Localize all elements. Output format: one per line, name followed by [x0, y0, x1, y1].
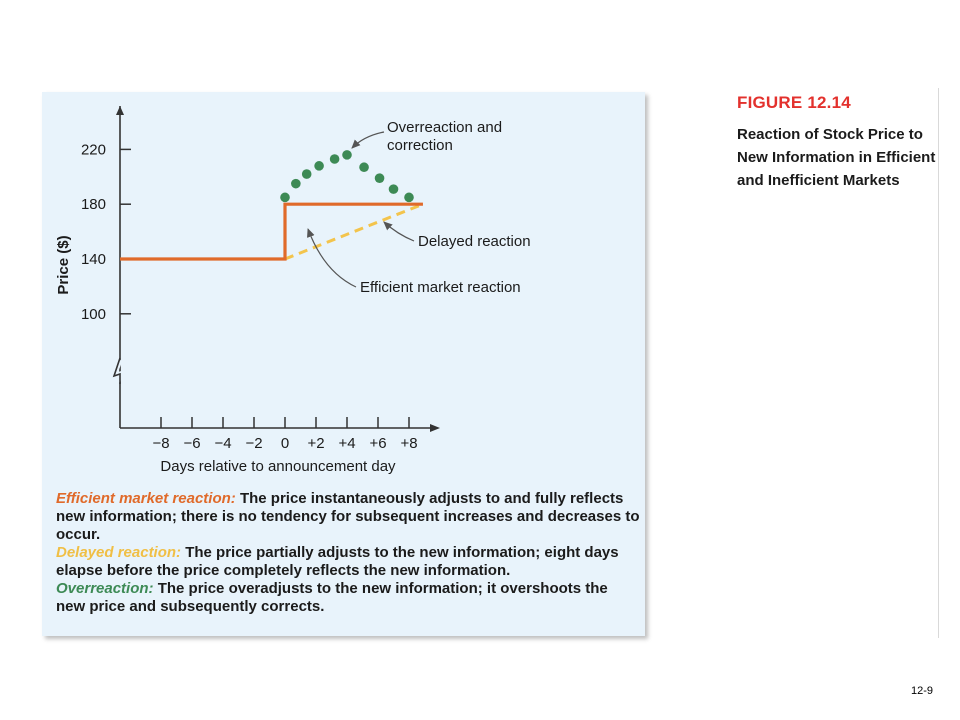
slide-number: 12-9 — [911, 685, 934, 697]
legend-efficient — [56, 490, 641, 544]
legend-text — [56, 490, 641, 616]
legend-delayed-text: The price partially adjusts to the new information; eight days elapse before the price completely reflects the new information. — [56, 544, 619, 579]
y-axis-arrowhead — [116, 106, 124, 115]
legend-delayed — [56, 544, 641, 580]
overreaction-point — [375, 173, 385, 183]
y-tick-label: 140 — [80, 251, 106, 268]
x-axis-arrowhead — [430, 424, 440, 432]
overreaction-point — [330, 154, 340, 164]
x-tick-label: +2 — [307, 435, 325, 452]
side-divider — [938, 88, 939, 638]
delayed-reaction-line — [285, 204, 423, 259]
y-tick-label: 100 — [80, 305, 106, 323]
overreaction-point — [302, 169, 312, 179]
overreaction-point — [359, 162, 369, 172]
x-axis-title: Days relative to announcement day — [160, 458, 396, 475]
overreaction-point — [291, 179, 301, 189]
figure-number: FIGURE 12.14 — [737, 93, 851, 112]
annotation-overreaction-line: Overreaction and — [387, 119, 503, 136]
legend-overreaction-label: Overreaction: — [56, 580, 154, 597]
annotation-delayed: Delayed reaction — [418, 233, 531, 250]
legend-efficient-label: Efficient market reaction: — [56, 490, 236, 507]
x-tick-label: +6 — [369, 435, 387, 452]
x-tick-label: −8 — [152, 435, 170, 452]
overreaction-point — [342, 150, 352, 160]
price-reaction-chart — [42, 92, 645, 487]
y-tick-label: 220 — [80, 141, 106, 159]
overreaction-point — [280, 193, 290, 203]
annotation-overreaction — [387, 119, 502, 154]
overreaction-point — [314, 161, 324, 171]
x-tick-label: −4 — [214, 435, 232, 452]
overreaction-point — [404, 193, 414, 203]
figure-panel — [42, 92, 645, 636]
overreaction-point — [389, 184, 399, 194]
x-tick-label: −2 — [245, 435, 263, 452]
x-tick-label: +4 — [338, 435, 356, 452]
legend-overreaction — [56, 580, 641, 616]
efficient-leader — [308, 229, 356, 287]
y-tick-label: 180 — [80, 196, 106, 214]
delayed-leader — [384, 222, 414, 241]
legend-efficient-text: The price instantaneously adjusts to and fully reflects new information; there is no tendency for subsequent increases and decreases to occur. — [56, 490, 640, 543]
x-tick-label: +8 — [400, 435, 418, 452]
figure-caption: Reaction of Stock Price to New Information in Efficient and Inefficient Markets — [737, 126, 936, 189]
y-axis-title: Price ($) — [55, 235, 72, 295]
efficient-market-line — [120, 204, 423, 259]
figure-caption-block — [737, 93, 937, 192]
x-tick-label: 0 — [280, 435, 290, 452]
legend-delayed-label: Delayed reaction: — [56, 544, 182, 561]
overreaction-leader — [352, 132, 384, 148]
annotation-efficient: Efficient market reaction — [360, 279, 521, 296]
legend-overreaction-text: The price overadjusts to the new information; it overshoots the new price and subsequently corrects. — [56, 580, 608, 615]
x-tick-label: −6 — [183, 435, 201, 452]
annotation-overreaction-line: correction — [387, 137, 453, 154]
